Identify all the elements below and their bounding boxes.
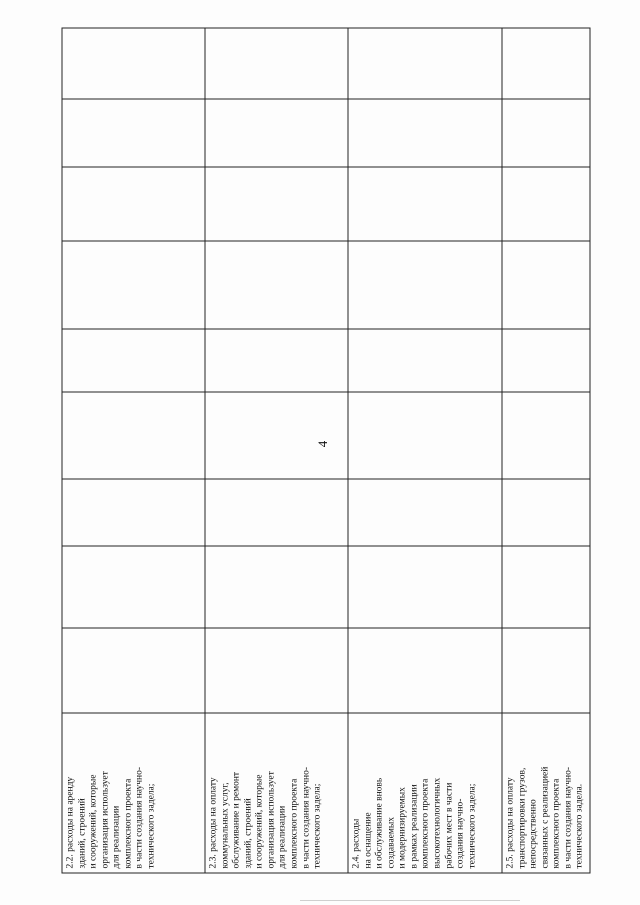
empty-cell	[205, 329, 348, 392]
empty-cell	[348, 479, 502, 546]
empty-cell	[502, 546, 590, 628]
table-row	[502, 28, 590, 873]
empty-cell	[62, 392, 205, 479]
empty-cell	[62, 241, 205, 329]
table-row	[205, 28, 348, 873]
empty-cell	[502, 28, 590, 99]
empty-cell	[348, 241, 502, 329]
empty-cell	[62, 479, 205, 546]
empty-cell	[62, 329, 205, 392]
empty-cell	[348, 392, 502, 479]
empty-cell	[205, 546, 348, 628]
empty-cell	[205, 28, 348, 99]
empty-cell	[62, 167, 205, 241]
empty-cell	[348, 99, 502, 167]
empty-cell	[205, 167, 348, 241]
empty-cell	[62, 546, 205, 628]
empty-cell	[205, 628, 348, 713]
empty-cell	[348, 167, 502, 241]
empty-cell	[62, 99, 205, 167]
empty-cell	[502, 241, 590, 329]
expense-table	[62, 28, 591, 874]
scan-edge-bottom	[300, 900, 520, 901]
empty-cell	[348, 28, 502, 99]
empty-cell	[348, 546, 502, 628]
table-row	[62, 28, 205, 873]
row-label: 2.2. расходы на аренду зданий, строений и сооружений, которые организация использует для реализации комплексного проекта в части создания научно- технического задела;	[62, 713, 205, 873]
row-label: 2.4. расходы на оснащение и обслуживание вновь создаваемых и модернизируемых в рамках реализации комплексного проекта высокотехнологичных рабочих мест в части создания научно- технического задела;	[348, 713, 502, 873]
empty-cell	[62, 628, 205, 713]
empty-cell	[502, 628, 590, 713]
empty-cell	[502, 167, 590, 241]
empty-cell	[62, 28, 205, 99]
empty-cell	[205, 241, 348, 329]
empty-cell	[502, 329, 590, 392]
table-row	[348, 28, 502, 873]
empty-cell	[502, 392, 590, 479]
empty-cell	[502, 479, 590, 546]
page-number: 4	[315, 440, 330, 448]
row-label: 2.3. расходы на оплату коммунальных услуг, обслуживание и ремонт зданий, строений и сооружений, которые организация использует для реализации комплексного проекта в части создания научно- технического задела;	[205, 713, 348, 873]
empty-cell	[205, 99, 348, 167]
empty-cell	[502, 99, 590, 167]
rotated-table-wrapper	[62, 29, 584, 874]
empty-cell	[205, 392, 348, 479]
empty-cell	[205, 479, 348, 546]
empty-cell	[348, 628, 502, 713]
empty-cell	[348, 329, 502, 392]
row-label: 2.5. расходы на оплату транспортировки грузов, непосредственно связанных с реализацией комплексного проекта в части создания научно- технического задела.	[502, 713, 590, 873]
